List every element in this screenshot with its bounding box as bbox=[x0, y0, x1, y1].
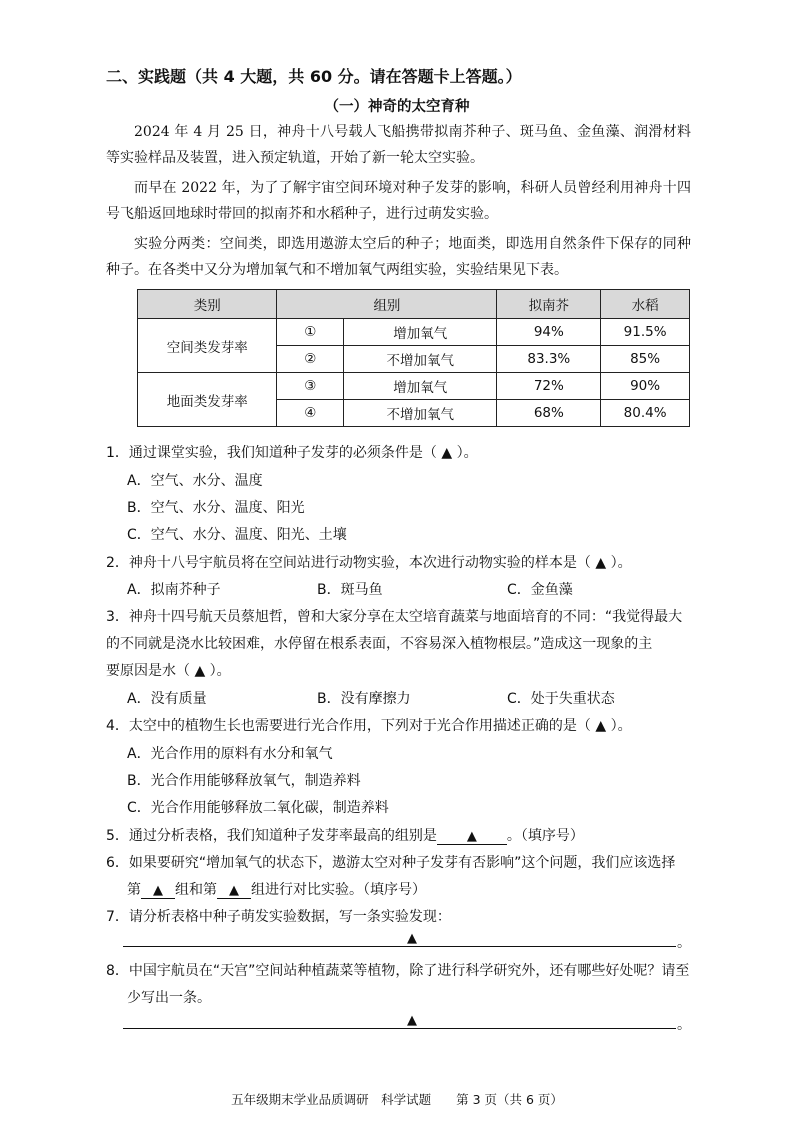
question-8-answer-line[interactable] bbox=[123, 1028, 676, 1029]
section-title: 二、实践题（共 4 大题，共 60 分。请在答题卡上答题。） bbox=[106, 67, 522, 86]
answer-marker: ▲ bbox=[466, 829, 477, 844]
question-1-option-a[interactable]: A．空气、水分、温度 bbox=[127, 473, 263, 489]
question-3-option-c[interactable]: C．处于失重状态 bbox=[507, 691, 615, 707]
rice-rate: 91.5% bbox=[601, 319, 690, 346]
category-cell: 空间类发芽率 bbox=[138, 319, 277, 373]
sub-title: （一）神奇的太空育种 bbox=[324, 98, 470, 115]
group-condition: 不增加氧气 bbox=[344, 400, 497, 427]
group-condition: 增加氧气 bbox=[344, 373, 497, 400]
question-4-option-a[interactable]: A．光合作用的原料有水分和氧气 bbox=[127, 746, 333, 762]
arabidopsis-rate: 72% bbox=[497, 373, 601, 400]
question-6-blank-1[interactable] bbox=[141, 882, 175, 899]
intro-paragraph-2: 而早在 2022 年，为了了解宇宙空间环境对种子发芽的影响，科研人员曾经利用神舟十四号飞船返回地球时带回的拟南芥和水稻种子，进行过萌发实验。 bbox=[106, 180, 691, 222]
arabidopsis-rate: 94% bbox=[497, 319, 601, 346]
question-3-option-b[interactable]: B．没有摩擦力 bbox=[317, 691, 411, 707]
group-number: ③ bbox=[277, 373, 344, 400]
question-8-line-1: 8．中国宇航员在“天宫”空间站种植蔬菜等植物，除了进行科学研究外，还有哪些好处呢？请至 bbox=[106, 963, 690, 979]
table-row bbox=[138, 373, 690, 400]
question-1-option-c[interactable]: C．空气、水分、温度、阳光、土壤 bbox=[127, 527, 347, 543]
answer-marker: ▲ bbox=[407, 931, 417, 946]
arabidopsis-rate: 83.3% bbox=[497, 346, 601, 373]
table-row bbox=[138, 319, 690, 346]
group-condition: 不增加氧气 bbox=[344, 346, 497, 373]
question-3-stem-line-3: 要原因是水（ ▲ ）。 bbox=[106, 663, 231, 679]
question-2-options bbox=[127, 579, 573, 599]
question-4-option-b[interactable]: B．光合作用能够释放氧气，制造养料 bbox=[127, 773, 361, 789]
group-number: ① bbox=[277, 319, 344, 346]
group-condition: 增加氧气 bbox=[344, 319, 497, 346]
header-category: 类别 bbox=[138, 290, 277, 319]
question-3-option-a[interactable]: A．没有质量 bbox=[127, 691, 207, 707]
intro-paragraph-1: 2024 年 4 月 25 日，神舟十八号载人飞船携带拟南芥种子、斑马鱼、金鱼藻、润滑材料等实验样品及装置，进入预定轨道，开始了新一轮太空实验。 bbox=[106, 124, 691, 166]
arabidopsis-rate: 68% bbox=[497, 400, 601, 427]
question-2-option-c[interactable]: C．金鱼藻 bbox=[507, 582, 573, 598]
question-2-option-a[interactable]: A．拟南芥种子 bbox=[127, 582, 221, 598]
question-5-stem: 5．通过分析表格，我们知道种子发芽率最高的组别是 bbox=[106, 828, 437, 844]
question-2-option-b[interactable]: B．斑马鱼 bbox=[317, 582, 383, 598]
question-6-part-3: 组进行对比实验。（填序号） bbox=[251, 882, 426, 898]
page-footer: 五年级期末学业品质调研 科学试题 第 3 页（共 6 页） bbox=[231, 1092, 563, 1107]
question-7-answer-line[interactable] bbox=[123, 946, 676, 947]
question-5 bbox=[106, 825, 584, 845]
header-arabidopsis: 拟南芥 bbox=[497, 290, 601, 319]
category-cell: 地面类发芽率 bbox=[138, 373, 277, 427]
question-1-option-b[interactable]: B．空气、水分、温度、阳光 bbox=[127, 500, 305, 516]
header-rice: 水稻 bbox=[601, 290, 690, 319]
question-4-option-c[interactable]: C．光合作用能够释放二氧化碳，制造养料 bbox=[127, 800, 389, 816]
answer-marker: ▲ bbox=[229, 883, 239, 898]
question-3-stem-line-1: 3．神舟十四号航天员蔡旭哲，曾和大家分享在太空培育蔬菜与地面培育的不同：“我觉得最大 bbox=[106, 609, 683, 625]
question-5-answer-blank[interactable] bbox=[437, 828, 507, 845]
rice-rate: 80.4% bbox=[601, 400, 690, 427]
question-6-line-2 bbox=[127, 879, 426, 899]
answer-marker: ▲ bbox=[153, 883, 163, 898]
group-number: ④ bbox=[277, 400, 344, 427]
intro-paragraph-3: 实验分两类：空间类，即选用遨游太空后的种子；地面类，即选用自然条件下保存的同种种子。在各类中又分为增加氧气和不增加氧气两组实验，实验结果见下表。 bbox=[106, 236, 691, 278]
question-6-blank-2[interactable] bbox=[217, 882, 251, 899]
question-1-stem: 1．通过课堂实验，我们知道种子发芽的必须条件是（ ▲ ）。 bbox=[106, 445, 478, 461]
group-number: ② bbox=[277, 346, 344, 373]
question-6-part-1: 第 bbox=[127, 882, 141, 898]
question-7-stem: 7．请分析表格中种子萌发实验数据，写一条实验发现： bbox=[106, 909, 451, 925]
question-2-stem: 2．神舟十八号宇航员将在空间站进行动物实验，本次进行动物实验的样本是（ ▲ ）。 bbox=[106, 555, 632, 571]
question-3-options bbox=[127, 688, 615, 708]
question-3-stem-line-2: 的不同就是浇水比较困难，水停留在根系表面，不容易深入植物根层。”造成这一现象的主 bbox=[106, 636, 653, 652]
end-mark: 。 bbox=[677, 1017, 691, 1033]
question-6-line-1: 6．如果要研究“增加氧气的状态下，遨游太空对种子发芽有否影响”这个问题，我们应该选择 bbox=[106, 855, 676, 871]
rice-rate: 90% bbox=[601, 373, 690, 400]
question-6-part-2: 组和第 bbox=[175, 882, 217, 898]
answer-marker: ▲ bbox=[407, 1013, 417, 1028]
header-group: 组别 bbox=[277, 290, 497, 319]
end-mark: 。 bbox=[677, 935, 691, 951]
table-header-row bbox=[138, 290, 690, 319]
germination-table bbox=[137, 289, 690, 427]
rice-rate: 85% bbox=[601, 346, 690, 373]
question-5-hint: 。（填序号） bbox=[506, 828, 584, 844]
question-4-stem: 4．太空中的植物生长也需要进行光合作用，下列对于光合作用描述正确的是（ ▲ ）。 bbox=[106, 718, 632, 734]
question-8-line-2: 少写出一条。 bbox=[127, 990, 211, 1006]
